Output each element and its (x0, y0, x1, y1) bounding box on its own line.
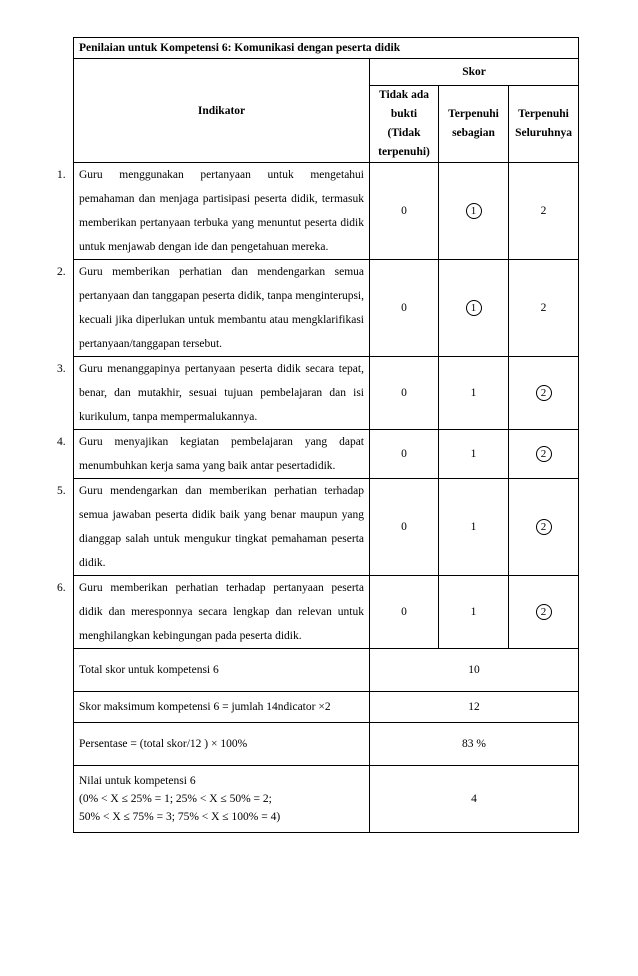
header-terpenuhi-sebagian (439, 86, 509, 163)
indicator-cell (57, 576, 370, 649)
summary-label (74, 692, 370, 723)
score-value: 0 (401, 205, 407, 217)
indicator-row (74, 357, 579, 430)
circled-score: 1 (466, 203, 482, 219)
indicator-text: Guru menyajikan kegiatan pembelajaran yang dapat menumbuhkan kerja sama yang baik antar pesertadidik. (79, 436, 364, 472)
skor-header: Skor (370, 59, 579, 86)
score-value: 1 (470, 521, 477, 533)
indicator-number: 2. (57, 266, 66, 278)
score-cell (439, 430, 509, 479)
score-cell (509, 260, 579, 357)
circled-score: 2 (536, 519, 552, 535)
indikator-header: Indikator (74, 59, 370, 163)
score-cell (509, 430, 579, 479)
summary-label-line: Persentase = (total skor/12 ) × 100% (79, 738, 248, 750)
indicator-number: 5. (57, 485, 66, 497)
summary-label (74, 723, 370, 766)
indicator-cell (57, 479, 370, 576)
indicator-row (74, 163, 579, 260)
score-cell (509, 357, 579, 430)
score-value: 2 (540, 302, 547, 314)
score-cell (439, 479, 509, 576)
score-cell (439, 576, 509, 649)
circled-score: 2 (536, 385, 552, 401)
score-cell (370, 576, 439, 649)
summary-value: 83 % (370, 723, 579, 766)
header-terpenuhi-seluruhnya (509, 86, 579, 163)
indicator-cell (57, 357, 370, 430)
score-cell (509, 479, 579, 576)
summary-row (74, 766, 579, 833)
summary-label-line: (0% < X ≤ 25% = 1; 25% < X ≤ 50% = 2; (79, 793, 272, 805)
indicator-number: 4. (57, 436, 66, 448)
summary-value: 4 (370, 766, 579, 833)
score-value: 0 (401, 606, 407, 618)
summary-value: 12 (370, 692, 579, 723)
indicator-row (74, 479, 579, 576)
summary-label (74, 649, 370, 692)
score-value: 0 (401, 521, 407, 533)
score-value: 2 (540, 205, 547, 217)
header-line: (Tidak (387, 127, 421, 139)
score-cell (370, 479, 439, 576)
indicator-text: Guru memberikan perhatian dan mendengarkan semua pertanyaan dan tanggapan peserta didik, tanpa menginterupsi, kecuali jika diperlukan untuk membantu atau mengklarifikasi pertanyaan/tanggapan tersebut. (79, 266, 364, 350)
indicator-cell (57, 163, 370, 260)
score-value: 0 (401, 448, 407, 460)
score-cell (439, 163, 509, 260)
score-cell (370, 357, 439, 430)
indicator-text: Guru menanggapinya pertanyaan peserta didik secara tepat, benar, dan mutakhir, sesuai tujuan pembelajaran dan isi kurikulum, tanpa mempermalukannya. (79, 363, 364, 423)
score-cell (439, 260, 509, 357)
title-row (74, 38, 579, 59)
score-value: 0 (401, 302, 407, 314)
circled-score: 2 (536, 446, 552, 462)
header-line: sebagian (452, 127, 495, 139)
circled-score: 2 (536, 604, 552, 620)
header-line: terpenuhi) (378, 146, 430, 158)
indicator-number: 6. (57, 582, 66, 594)
indicator-row (74, 260, 579, 357)
indicator-text: Guru mendengarkan dan memberikan perhatian terhadap semua jawaban peserta didik baik yang benar maupun yang dianggap salah untuk mengukur tingkat pemahaman peserta didik. (79, 485, 364, 569)
indicator-number: 3. (57, 363, 66, 375)
summary-row (74, 723, 579, 766)
summary-value: 10 (370, 649, 579, 692)
indicator-text: Guru memberikan perhatian terhadap pertanyaan peserta didik dan meresponnya secara lengkap dan relevan untuk menghilangkan kebingungan pada peserta didik. (79, 582, 364, 642)
header-line: Seluruhnya (515, 127, 572, 139)
header-tidak-ada-bukti (370, 86, 439, 163)
header-line: Tidak ada (379, 89, 429, 101)
score-value: 1 (470, 387, 477, 399)
indicator-row (74, 430, 579, 479)
summary-label (74, 766, 370, 833)
summary-row (74, 649, 579, 692)
score-cell (439, 357, 509, 430)
indicator-text: Guru menggunakan pertanyaan untuk mengetahui pemahaman dan menjaga partisipasi peserta didik, termasuk memberikan pertanyaan terbuka yang menuntut peserta didik untuk menjawab dengan ide dan pengetahuan mereka. (79, 169, 364, 253)
score-value: 1 (470, 448, 477, 460)
indicator-cell (57, 430, 370, 479)
score-cell (370, 430, 439, 479)
circled-score: 1 (466, 300, 482, 316)
score-cell (370, 260, 439, 357)
header-row-skor (74, 59, 579, 86)
summary-label-line: Skor maksimum kompetensi 6 = jumlah 14ndicator ×2 (79, 701, 331, 713)
table-title: Penilaian untuk Kompetensi 6: Komunikasi dengan peserta didik (74, 38, 579, 59)
header-line: Terpenuhi (518, 108, 569, 120)
summary-label-line: 50% < X ≤ 75% = 3; 75% < X ≤ 100% = 4) (79, 811, 281, 823)
indicator-cell (57, 260, 370, 357)
header-line: bukti (390, 108, 418, 120)
score-value: 0 (401, 387, 407, 399)
score-cell (509, 576, 579, 649)
score-value: 1 (470, 606, 477, 618)
summary-label-line: Nilai untuk kompetensi 6 (79, 775, 196, 787)
summary-row (74, 692, 579, 723)
assessment-table (57, 37, 579, 833)
indicator-number: 1. (57, 169, 66, 181)
summary-label-line: Total skor untuk kompetensi 6 (79, 664, 219, 676)
score-cell (509, 163, 579, 260)
score-cell (370, 163, 439, 260)
header-line: Terpenuhi (448, 108, 499, 120)
indicator-row (74, 576, 579, 649)
